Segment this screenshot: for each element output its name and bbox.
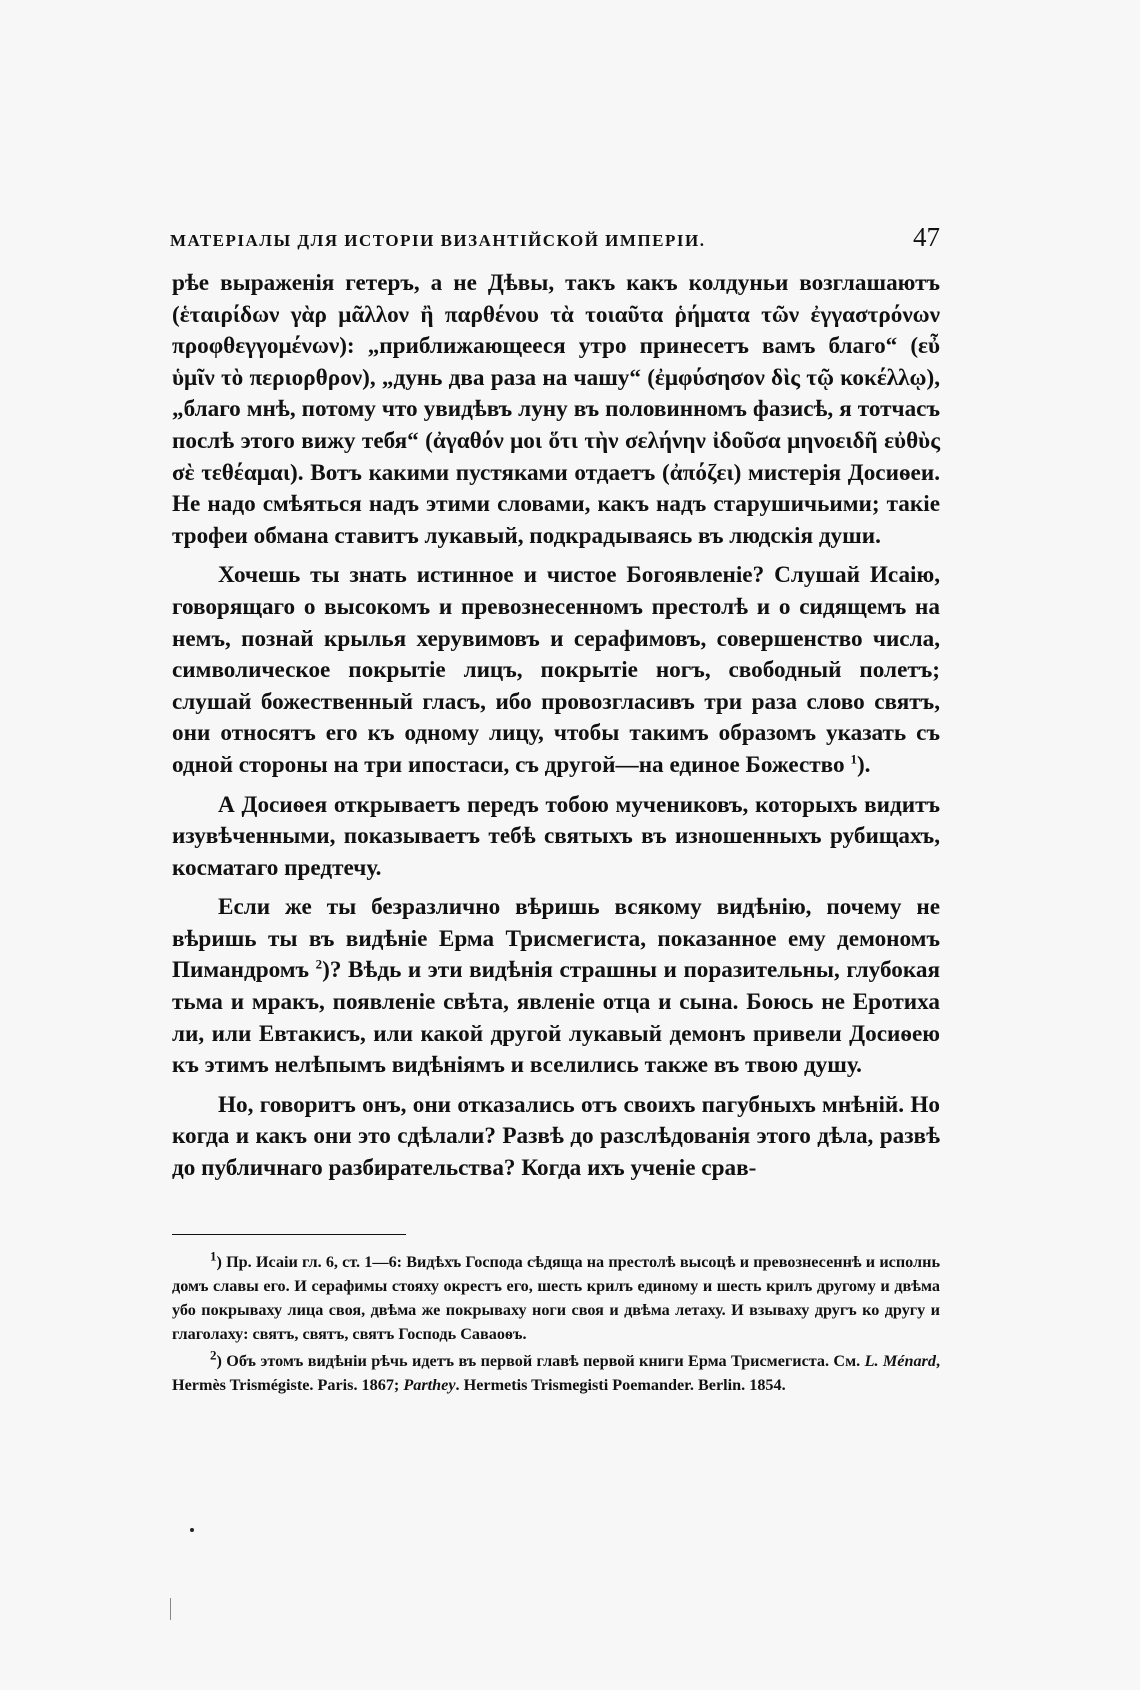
footnote-2-text-a: ) Объ этомъ видѣніи рѣчь идетъ въ первой главѣ первой книги Ерма Трисмегиста. См. xyxy=(216,1352,865,1370)
paragraph-2-text: Хочешь ты знать истинное и чистое Богоявленіе? Слушай Исаію, говорящаго о высокомъ и превознесенномъ престолѣ и о сидящемъ на немъ, познай крылья херувимовъ и серафимовъ, совершенство числа, символическое покрытіе лицъ, покрытіе ногъ, свободный полетъ; слушай божественный гласъ, ибо провозгласивъ три раза слово святъ, они относятъ его къ одному лицу, чтобы такимъ образомъ указать съ одной стороны на три ипостаси, съ другой—на единое Божество xyxy=(172,562,940,778)
page-header xyxy=(170,222,940,253)
footnotes xyxy=(172,1250,940,1397)
footnote-2-author-parthey: Parthey xyxy=(403,1376,456,1394)
paragraph-4 xyxy=(172,892,940,1082)
stray-ink-dot xyxy=(190,1528,194,1532)
page-number: 47 xyxy=(913,222,940,252)
footnote-2-text-c: . Hermetis Trismegisti Poemander. Berlin. 1854. xyxy=(455,1376,786,1394)
footnote-1 xyxy=(172,1250,940,1346)
paragraph-4-end: )? Вѣдь и эти видѣнія страшны и поразительны, глубокая тьма и мракъ, появленіе свѣта, явленіе отца и сына. Боюсь не Еротиха ли, или Евтакисъ, или какой другой лукавый демонъ привели Досиѳею къ этимъ нелѣпымъ видѣніямъ и вселились также въ твою душу. xyxy=(172,957,941,1079)
footnote-2-marker: 2 xyxy=(210,1347,217,1363)
footnote-ref-2: 2 xyxy=(315,956,323,972)
paragraph-5: Но, говоритъ онъ, они отказались отъ своихъ пагубныхъ мнѣній. Но когда и какъ они это сдѣлали? Развѣ до разслѣдованія этого дѣла, развѣ до публичнаго разбирательства? Когда ихъ ученіе срав- xyxy=(172,1091,940,1182)
footnote-rule xyxy=(172,1234,406,1235)
paragraph-2 xyxy=(172,560,940,781)
footnote-1-text: ) Пр. Исаіи гл. 6, ст. 1—6: Видѣхъ Господа сѣдяща на престолѣ высоцѣ и превознесеннѣ и исполнь домъ славы его. И серафимы стояху окрестъ его, шесть крилъ единому и шесть крилъ другому и двѣма убо покрываху лица своя, двѣма же покрываху ноги своя и двѣма летаху. И взываху другъ ко другу и глаголаху: святъ, святъ, святъ Господь Саваоѳъ. xyxy=(172,1253,940,1343)
footnote-2-text-b: , Hermès Trismégiste. Paris. 1867; xyxy=(172,1352,940,1394)
paragraph-3: А Досиѳея открываетъ передъ тобою мучениковъ, которыхъ видитъ изувѣченными, показываетъ тебѣ святыхъ въ изношенныхъ рубищахъ, косматаго предтечу. xyxy=(172,791,940,881)
body-text xyxy=(172,268,940,1185)
running-title: МАТЕРІАЛЫ ДЛЯ ИСТОРІИ ВИЗАНТІЙСКОЙ ИМПЕРІИ. xyxy=(170,231,706,250)
footnote-2 xyxy=(172,1349,940,1397)
scan-edge-mark xyxy=(170,1598,171,1620)
paragraph-4-text: Если же ты безразлично вѣришь всякому видѣнію, почему не вѣришь ты въ видѣніе Ерма Трисмегиста, показанное ему демономъ Пимандромъ xyxy=(172,894,940,984)
footnote-2-author-menard: L. Ménard xyxy=(864,1352,936,1370)
footnote-1-marker: 1 xyxy=(210,1248,217,1264)
footnote-ref-1: 1 xyxy=(850,751,857,767)
paragraph-1: рѣе выраженія гетеръ, а не Дѣвы, такъ какъ колдуньи возглашаютъ (ἑταιρίδων γὰρ μᾶλλον ἢ παρθένου τὰ τοιαῦτα ῥήματα τῶν ἐγγαστρόνων προφθεγγομένων): „приближающееся утро принесетъ вамъ благо“ (εὖ ὑμῖν τὸ περιορθρον), „дунь два раза на чашу“ (ἐμφύσησον δὶς τῷ κοκέλλῳ), „благо мнѣ, потому что увидѣвъ луну въ половинномъ фазисѣ, я тотчасъ послѣ этого вижу тебя“ (ἀγαθόν μοι ὅτι τὴν σελήνην ἰδοῦσα μηνοειδῆ εὐθὺς σὲ τεθέαμαι). Вотъ какими пустяками отдаетъ (ἀπόζει) мистерія Досиѳеи. Не надо смѣяться надъ этими словами, какъ надъ старушичьими; такіе трофеи обмана ставитъ лукавый, подкрадываясь въ людскія души. xyxy=(172,270,940,549)
paragraph-2-end: ). xyxy=(856,751,871,778)
